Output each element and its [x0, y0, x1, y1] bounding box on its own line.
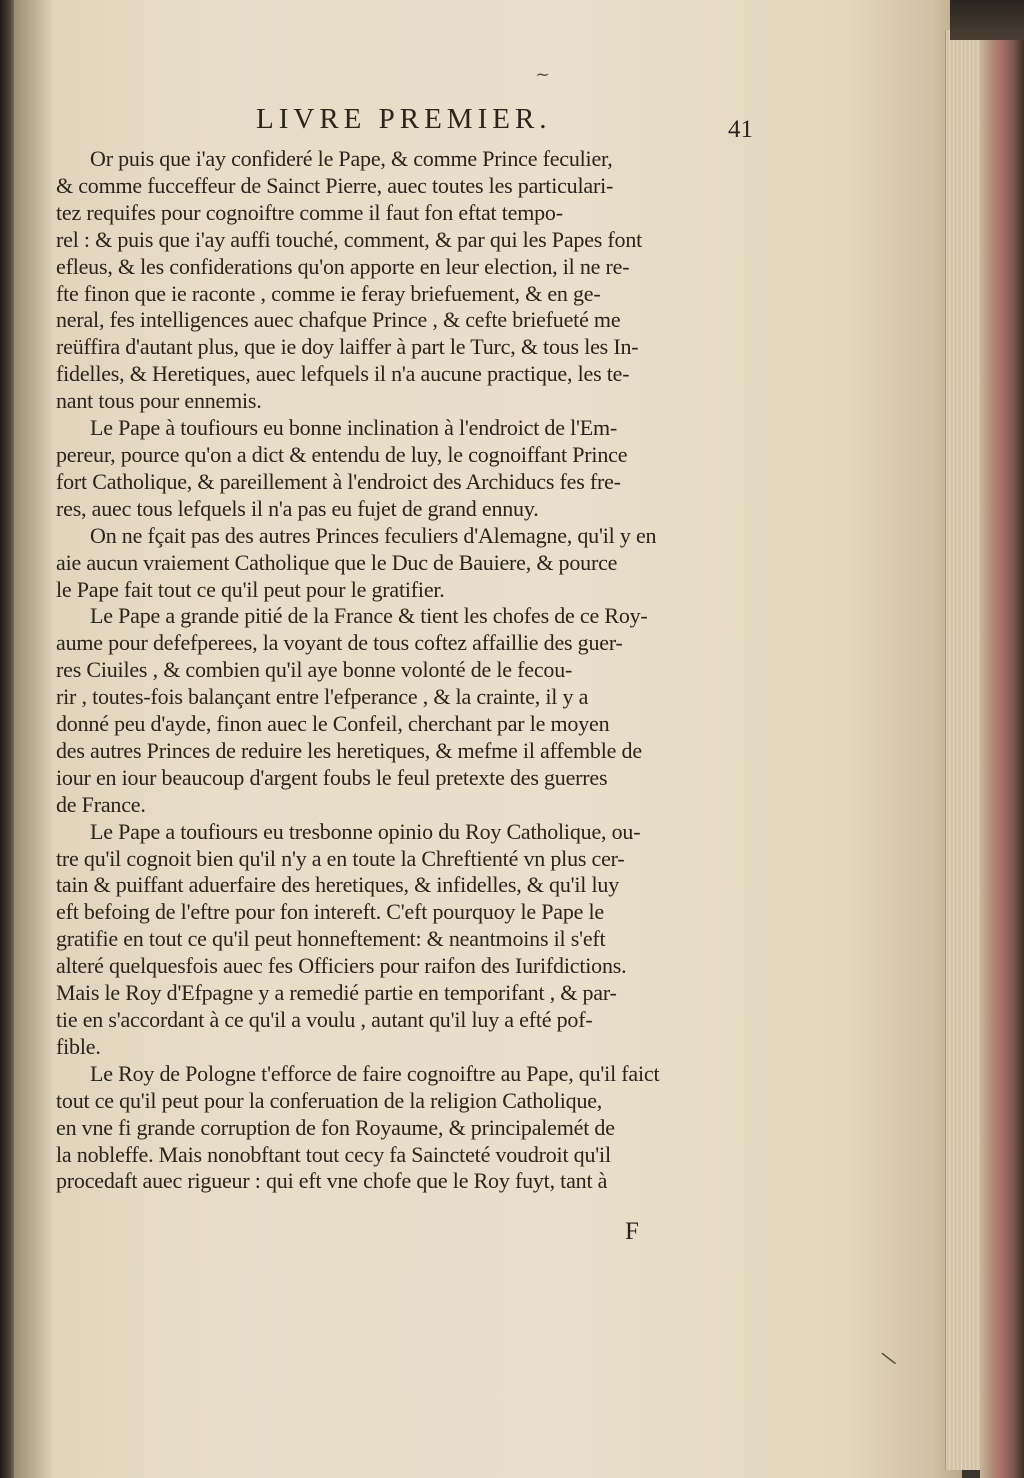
signature-mark: F — [625, 1218, 639, 1245]
page-number: 41 — [728, 116, 753, 143]
text-line: procedaft auec rigueur : qui eft vne chofe que le Roy fuyt, tant à — [56, 1168, 608, 1194]
text-line: eft befoing de l'eftre pour fon intereft. C'eft pourquoy le Pape le — [56, 899, 604, 925]
text-line: alteré quelquesfois auec fes Officiers pour raifon des Iurifdictions. — [56, 953, 627, 979]
text-line: rel : & puis que i'ay auffi touché, comment, & par qui les Papes font — [56, 226, 643, 252]
text-line: le Pape fait tout ce qu'il peut pour le gratifier. — [56, 576, 445, 602]
text-line: fte finon que ie raconte , comme ie feray briefuement, & en ge- — [56, 280, 601, 306]
text-line: fible. — [56, 1033, 101, 1059]
text-line: tre qu'il cognoit bien qu'il n'y a en toute la Chreftienté vn plus cer- — [56, 845, 625, 871]
text-line: aie aucun vraiement Catholique que le Duc de Bauiere, & pource — [56, 549, 618, 575]
text-line: Le Pape à toufiours eu bonne inclination à l'endroict de l'Em- — [90, 415, 618, 441]
text-line: Le Roy de Pologne t'efforce de faire cognoiftre au Pape, qu'il faict — [90, 1060, 660, 1086]
text-line: aume pour defefperees, la voyant de tous coftez affaillie des guer- — [56, 630, 623, 656]
text-line: des autres Princes de reduire les heretiques, & mefme il affemble de — [56, 737, 642, 763]
running-head: LIVRE PREMIER. — [256, 103, 552, 135]
text-line: Le Pape a grande pitié de la France & tient les chofes de ce Roy- — [90, 603, 648, 629]
text-line: pereur, pource qu'on a dict & entendu de luy, le cognoiffant Prince — [56, 441, 628, 467]
background-corner — [950, 0, 1024, 40]
gutter-shadow — [14, 0, 54, 1478]
text-line: On ne fçait pas des autres Princes feculiers d'Alemagne, qu'il y en — [90, 522, 657, 548]
text-line: iour en iour beaucoup d'argent foubs le feul pretexte des guerres — [56, 764, 608, 790]
text-line: Le Pape a toufiours eu tresbonne opinio du Roy Catholique, ou- — [90, 818, 641, 844]
text-line: & comme fucceffeur de Sainct Pierre, auec toutes les particulari- — [56, 172, 614, 198]
text-line: fidelles, & Heretiques, auec lefquels il n'a aucune practique, les te- — [56, 361, 630, 387]
ink-mark-top: ~ — [535, 64, 551, 85]
text-line: neral, fes intelligences auec chafque Prince , & cefte briefueté me — [56, 307, 621, 333]
text-line: la nobleffe. Mais nonobftant tout cecy fa Saincteté voudroit qu'il — [56, 1141, 611, 1167]
text-line: fort Catholique, & pareillement à l'endroict des Archiducs fes fre- — [56, 468, 621, 494]
text-line: nant tous pour ennemis. — [56, 388, 262, 414]
text-line: tie en s'accordant à ce qu'il a voulu , autant qu'il luy a efté pof- — [56, 1007, 593, 1032]
text-line: de France. — [56, 791, 146, 817]
text-line: Or puis que i'ay confideré le Pape, & comme Prince feculier, — [90, 146, 613, 171]
text-line: reüffira d'autant plus, que ie doy laiffer à part le Turc, & tous les In- — [56, 334, 639, 360]
ink-mark-bottom: \ — [878, 1346, 899, 1370]
text-line: res Ciuiles , & combien qu'il aye bonne volonté de le fecou- — [56, 657, 573, 683]
text-line: Mais le Roy d'Efpagne y a remedié partie en temporifant , & par- — [56, 980, 617, 1006]
text-line: donné peu d'ayde, finon auec le Confeil, cherchant par le moyen — [56, 711, 610, 737]
text-line: res, auec tous lefquels il n'a pas eu fujet de grand ennuy. — [56, 495, 539, 521]
body-text — [56, 146, 746, 1195]
text-line: en vne fi grande corruption de fon Royaume, & principalemét de — [56, 1114, 615, 1140]
text-line: efleus, & les confiderations qu'on apporte en leur election, il ne re- — [56, 253, 630, 279]
text-line: tez requifes pour cognoiftre comme il faut fon eftat tempo- — [56, 199, 563, 225]
text-line: rir , toutes-fois balançant entre l'efperance , & la crainte, il y a — [56, 684, 589, 710]
text-line: gratifie en tout ce qu'il peut honneftement: & neantmoins il s'eft — [56, 926, 606, 952]
book-cover-edge — [980, 40, 1024, 1478]
text-line: tout ce qu'il peut pour la conferuation de la religion Catholique, — [56, 1087, 603, 1113]
text-line: tain & puiffant aduerfaire des heretiques, & infidelles, & qu'il luy — [56, 872, 620, 898]
